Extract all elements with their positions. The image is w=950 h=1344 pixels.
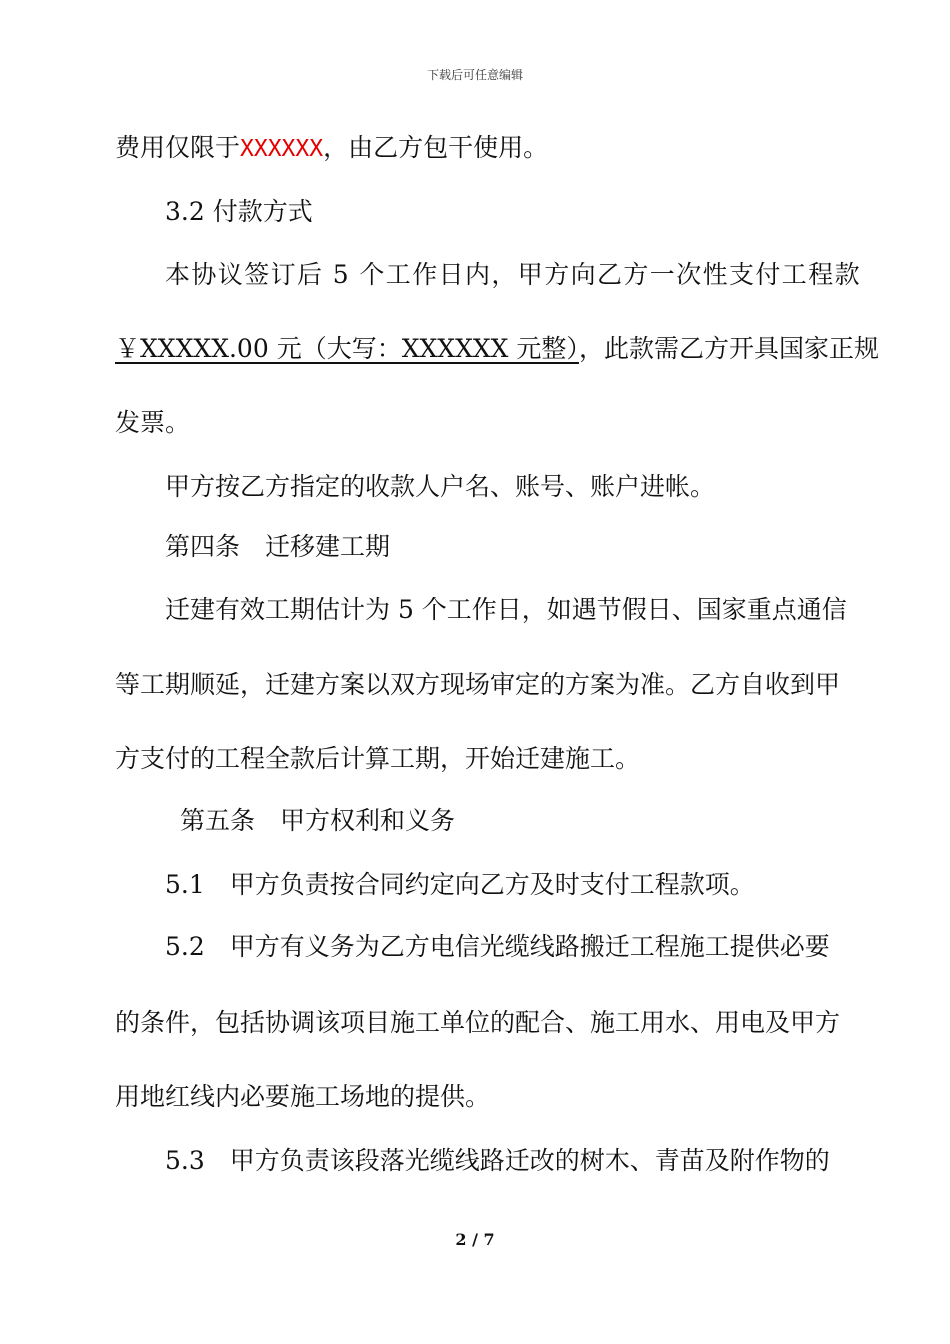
article-heading: 第五条 甲方权利和义务 — [180, 806, 456, 835]
paragraph-line — [0, 334, 950, 364]
paragraph-line: 甲方按乙方指定的收款人户名、账号、账户进帐。 — [165, 472, 716, 501]
paragraph-line — [0, 133, 950, 164]
page-number: 2 / 7 — [455, 1230, 495, 1249]
text-run: ，由乙方包干使用。 — [323, 133, 549, 162]
paragraph-line: 本协议签订后 5 个工作日内，甲方向乙方一次性支付工程款 — [165, 260, 862, 289]
article-heading: 第四条 迁移建工期 — [165, 532, 391, 561]
paragraph-line: 5.2 甲方有义务为乙方电信光缆线路搬迁工程施工提供必要 — [165, 932, 830, 961]
amount-underlined: ￥XXXXX.00 元（大写：XXXXXX 元整） — [115, 334, 579, 363]
paragraph-line: 等工期顺延，迁建方案以双方现场审定的方案为准。乙方自收到甲 — [115, 670, 841, 699]
paragraph-line: 迁建有效工期估计为 5 个工作日，如遇节假日、国家重点通信 — [165, 595, 847, 624]
section-heading: 3.2 付款方式 — [165, 197, 313, 226]
paragraph-line: 5.1 甲方负责按合同约定向乙方及时支付工程款项。 — [165, 870, 755, 899]
paragraph-line: 用地红线内必要施工场地的提供。 — [115, 1082, 491, 1111]
paragraph-line: 发票。 — [115, 408, 191, 437]
paragraph-line: 方支付的工程全款后计算工期，开始迁建施工。 — [115, 744, 641, 773]
page-header: 下载后可任意编辑 — [426, 68, 523, 82]
text-run: ，此款需乙方开具国家正规 — [578, 334, 879, 363]
paragraph-line: 的条件，包括协调该项目施工单位的配合、施工用水、用电及甲方 — [115, 1008, 841, 1037]
text-run: 费用仅限于 — [115, 133, 241, 162]
placeholder-amount: XXXXXX — [240, 136, 324, 162]
paragraph-line: 5.3 甲方负责该段落光缆线路迁改的树木、青苗及附作物的 — [165, 1146, 830, 1175]
